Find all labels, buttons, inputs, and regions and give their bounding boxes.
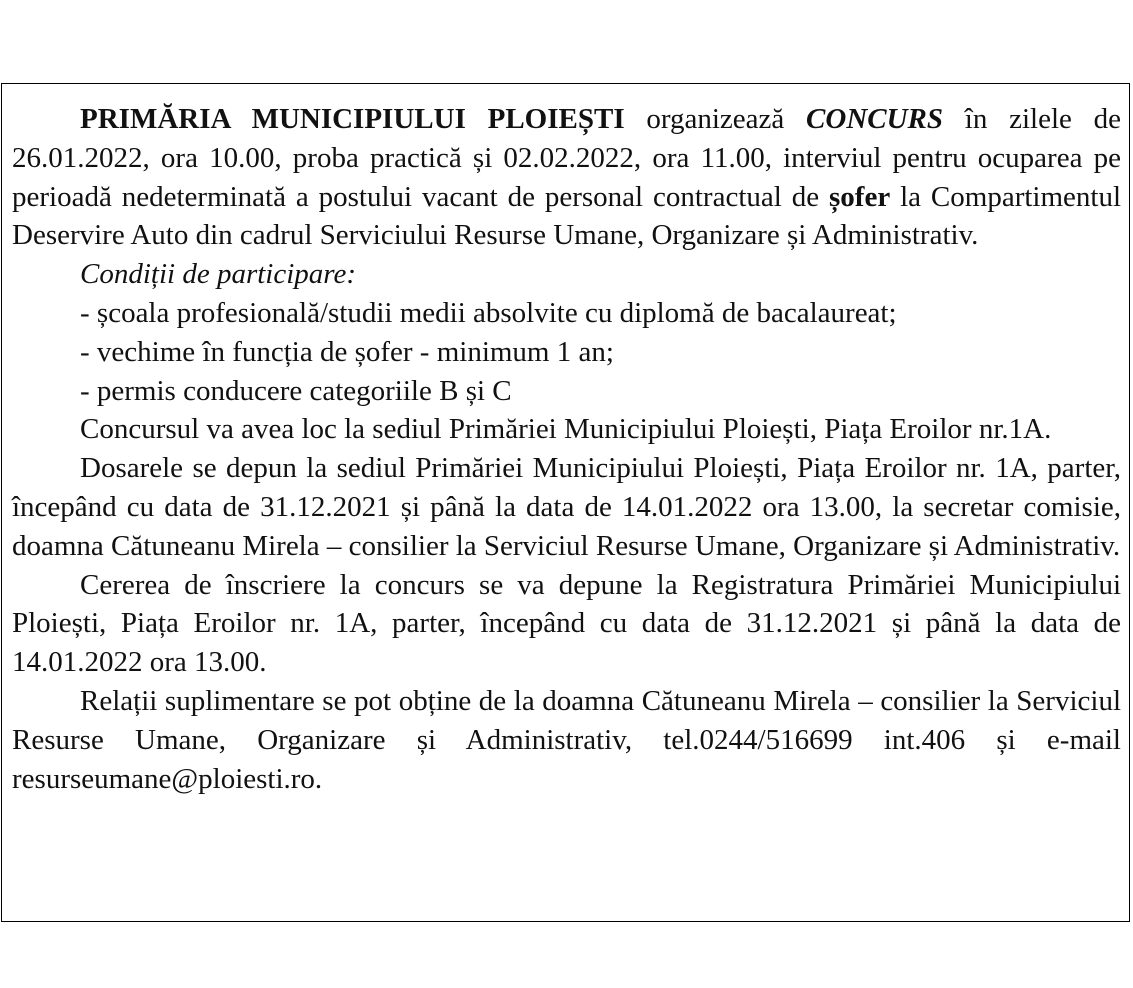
organization-name: PRIMĂRIA MUNICIPIULUI PLOIEȘTI — [80, 103, 625, 135]
venue-paragraph: Concursul va avea loc la sediul Primăriei Municipiului Ploiești, Piața Eroilor nr.1A. — [80, 413, 1052, 446]
dossiers-paragraph: Dosarele se depun la sediul Primăriei Municipiului Ploiești, Piața Eroilor nr. 1A, parter, începând cu data de 31.12.2021 și până la data de 14.01.2022 ora 13.00, la secretar comisie, doamna Cătuneanu Mirela – consilier la Serviciul Resurse Umane, Organizare și Administrativ. — [12, 452, 1121, 562]
application-paragraph: Cererea de înscriere la concurs se va depune la Registratura Primăriei Municipiului Ploiești, Piața Eroilor nr. 1A, parter, începând cu data de 31.12.2021 și până la data de 14.01.2022 ora 13.00. — [12, 568, 1121, 679]
position-title: șofer — [829, 180, 891, 213]
announcement-box — [1, 83, 1130, 922]
condition-item: - vechime în funcția de șofer - minimum 1 an; — [80, 335, 614, 368]
conditions-heading: Condiții de participare: — [80, 258, 357, 291]
condition-item: - școala profesională/studii medii absolvite cu diplomă de bacalaureat; — [80, 296, 897, 329]
intro-paragraph — [12, 100, 1121, 255]
condition-item: - permis conducere categoriile B și C — [80, 374, 512, 407]
contest-word: CONCURS — [806, 103, 944, 135]
contact-paragraph: Relații suplimentare se pot obține de la doamna Cătuneanu Mirela – consilier la Serviciul Resurse Umane, Organizare și Administrativ, tel.0244/516699 int.406 și e-mail resurseumane@ploiesti.ro. — [12, 684, 1121, 795]
intro-text-3: la Compartimentul Deservire Auto din cadrul Serviciului Resurse Umane, Organizare și Administrativ. — [12, 180, 1122, 252]
intro-text-2: în zilele de 26.01.2022, ora 10.00, proba practică și 02.02.2022, ora 11.00, interviul pentru ocuparea pe perioadă nedeterminată a postului vacant de personal contractual de — [12, 103, 1121, 213]
intro-text-1: organizează — [624, 103, 807, 135]
